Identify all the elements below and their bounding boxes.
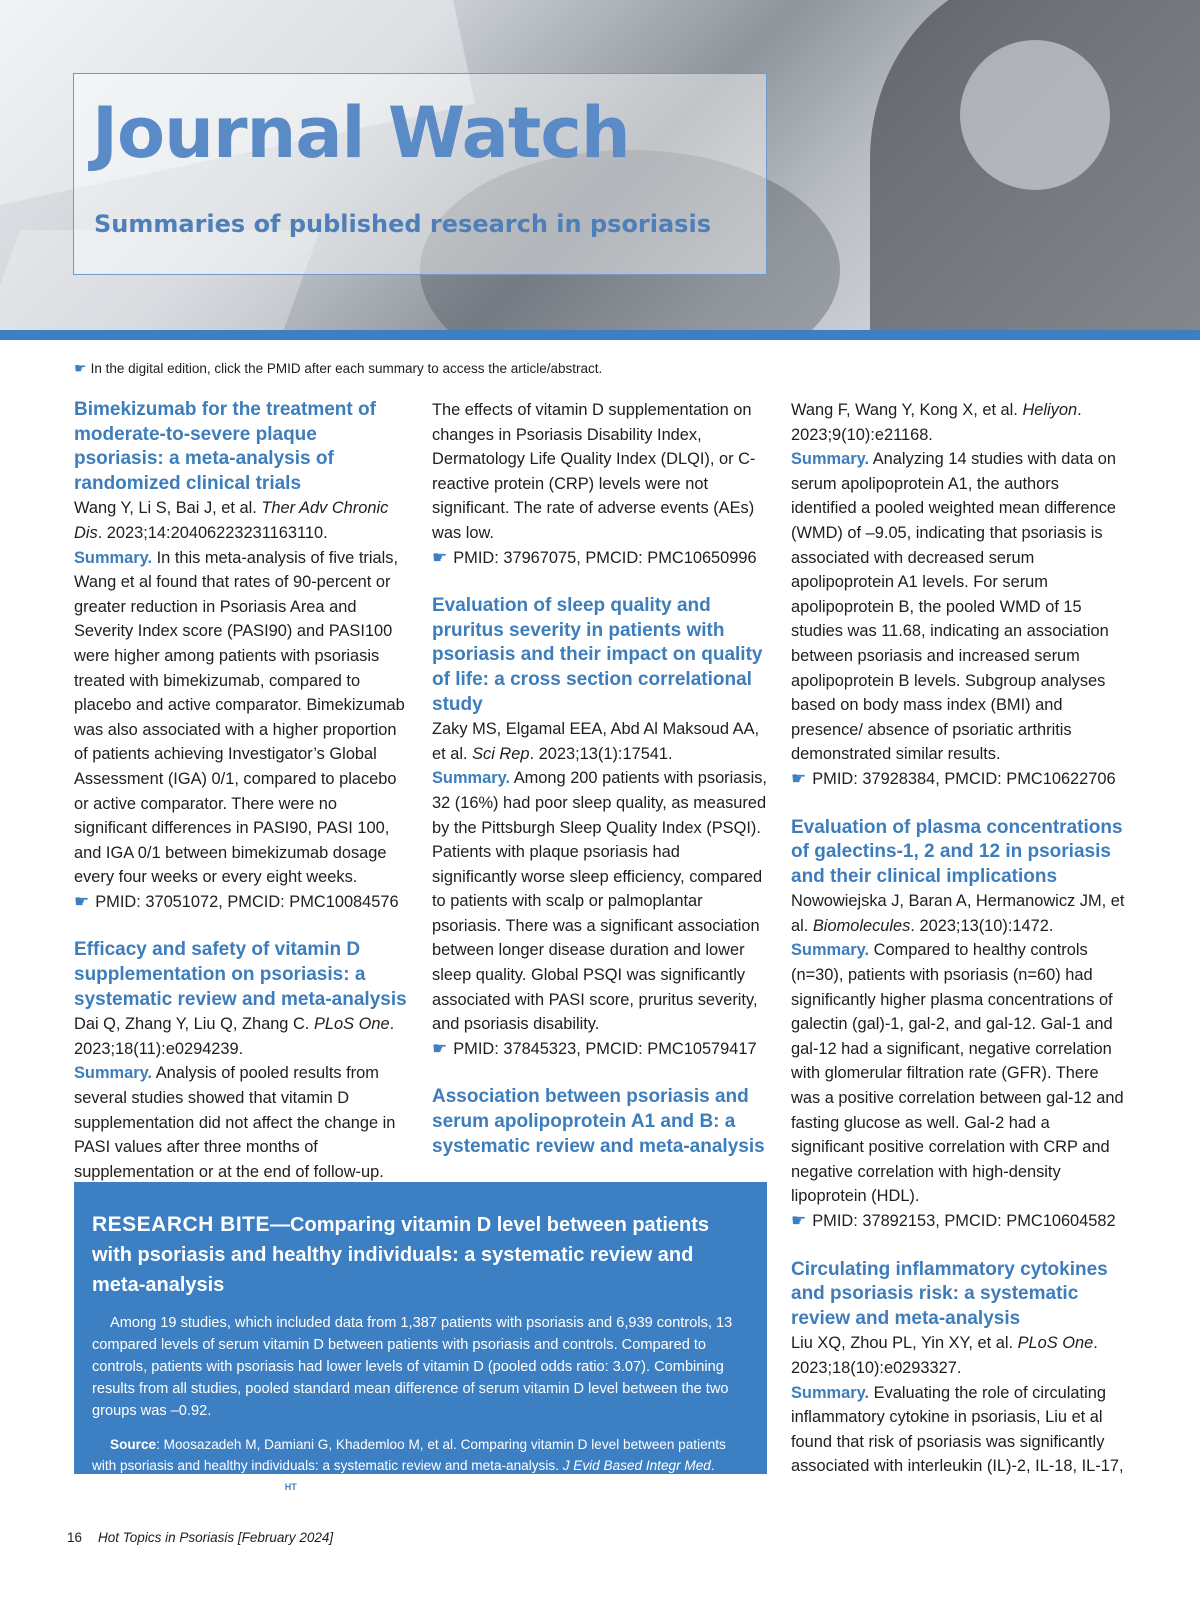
article-citation <box>74 496 410 545</box>
article-citation-detail: . 2023;18(10):e0293327. <box>791 1334 1098 1377</box>
summary-label: Summary. <box>791 941 870 960</box>
article-citation <box>74 1012 410 1061</box>
summary-label: Summary. <box>74 548 153 567</box>
article-authors: Zaky MS, Elgamal EEA, Abd Al Maksoud AA, et al. <box>432 720 760 763</box>
article-citation <box>791 1331 1127 1380</box>
research-bite-label: RESEARCH BITE <box>92 1213 271 1236</box>
summary-label: Summary. <box>791 450 870 469</box>
article-journal: PLoS One <box>1017 1334 1094 1353</box>
pmid-link[interactable] <box>432 1037 768 1062</box>
page-number: 16 <box>67 1530 83 1545</box>
note-text: In the digital edition, click the PMID after each summary to access the article/abstract. <box>90 361 603 376</box>
article-journal: Ther Adv Chronic Dis <box>74 499 389 542</box>
page-footer <box>67 1530 333 1545</box>
article-journal: PLoS One <box>313 1015 390 1034</box>
summary-text: Compared to healthy controls (n=30), patients with psoriasis (n=60) had significantly higher plasma concentrations of galectin (gal)-1, gal-2, and gal-12. Gal-1 and gal-12 had a significant, negative correlation with glomerular filtration rate (GFR). There was a positive correlation between gal-12 and fasting glucose as well. Gal-2 had a significant positive correlation with CRP and negative correlation with high-density lipoprotein (HDL). <box>791 941 1124 1206</box>
article-citation <box>432 717 768 766</box>
summary-label: Summary. <box>791 1383 870 1402</box>
research-bite-title: Comparing vitamin D level between patients with psoriasis and healthy individuals: a systematic review and meta-analysis <box>92 1214 710 1296</box>
article-title: Efficacy and safety of vitamin D supplementation on psoriasis: a systematic review and meta-analysis <box>74 939 407 1010</box>
page-title: Journal Watch <box>92 92 630 174</box>
article-summary <box>791 447 1127 767</box>
pointing-hand-icon: ☛ <box>74 891 90 911</box>
journal-issue: Hot Topics in Psoriasis [February 2024] <box>98 1530 334 1545</box>
pmid-text[interactable]: PMID: 37051072, PMCID: PMC10084576 <box>95 892 399 911</box>
article-title: Bimekizumab for the treatment of moderate-to-severe plaque psoriasis: a meta-analysis of randomized clinical trials <box>74 399 376 494</box>
header-divider <box>0 330 1200 340</box>
article-summary-continued: The effects of vitamin D supplementation on changes in Psoriasis Disability Index, Dermatology Life Quality Index (DLQI), or C-reactive protein (CRP) levels were not significant. The rate of adverse events (AEs) was low. <box>432 401 756 542</box>
pmid-text[interactable]: PMID: 37967075, PMCID: PMC10650996 <box>453 548 757 567</box>
summary-text: Evaluating the role of circulating inflammatory cytokine in psoriasis, Liu et al found that risk of psoriasis was significantly associated with interleukin (IL)-2, IL-18, IL-17, <box>791 1383 1124 1476</box>
summary-text: Among 200 patients with psoriasis, 32 (16%) had poor sleep quality, as measured by the Pittsburgh Sleep Quality Index (PSQI). Patients with plaque psoriasis had significantly worse sleep efficiency, compared to patients with scalp or palmoplantar psoriasis. There was a significant association between longer disease duration and lower sleep quality. Global PSQI was significantly associated with PASI score, pruritus severity, and psoriasis disability. <box>432 769 767 1034</box>
header-photo-figure <box>960 40 1110 190</box>
page-subtitle: Summaries of published research in psoriasis <box>94 210 711 238</box>
article-journal: Heliyon <box>1022 401 1078 419</box>
pointing-hand-icon: ☛ <box>432 1038 448 1058</box>
column-1 <box>74 398 410 1184</box>
pointing-hand-icon: ☛ <box>791 768 807 788</box>
header-banner <box>0 0 1200 340</box>
article-journal: Biomolecules <box>812 916 911 935</box>
pmid-link[interactable] <box>791 1209 1127 1234</box>
article-authors: Wang F, Wang Y, Kong X, et al. <box>791 401 1018 419</box>
digital-edition-note <box>74 360 602 377</box>
article-summary <box>432 766 768 1037</box>
research-bite-body: Among 19 studies, which included data from 1,387 patients with psoriasis and 6,939 controls, 13 compared levels of serum vitamin D between patients with psoriasis and controls. Compared to controls, patients with psoriasis had lower levels of vitamin D (pooled odds ratio: 3.07). Combining results from all studies, pooled standard mean difference of serum vitamin D level between the two groups was –0.92. <box>92 1315 733 1419</box>
article-summary <box>74 1061 410 1184</box>
article-title: Association between psoriasis and serum apolipoprotein A1 and B: a systematic review and meta-analysis <box>432 1086 765 1157</box>
research-bite-dash: — <box>270 1214 291 1236</box>
pmid-text[interactable]: PMID: 37928384, PMCID: PMC10622706 <box>812 769 1116 788</box>
summary-text: Analyzing 14 studies with data on serum apolipoprotein A1, the authors identified a pooled weighted mean difference (WMD) of –9.05, indicating that psoriasis is associated with decreased serum apolipoprotein A1 levels. For serum apolipoprotein B, the pooled WMD of 15 studies was 11.68, indicating an association between psoriasis and increased serum apolipoprotein B levels. Subgroup analyses based on body mass index (BMI) and presence/ absence of psoriatic arthritis demonstrated similar results. <box>791 450 1117 764</box>
article-citation-detail: . 2023;14:20406223231163110. <box>97 523 328 542</box>
article-title: Circulating inflammatory cytokines and psoriasis risk: a systematic review and meta-analysis <box>791 1258 1108 1329</box>
article-citation-detail: . 2023;18(11):e0294239. <box>74 1015 395 1058</box>
column-3 <box>791 398 1127 1479</box>
article-authors: Wang Y, Li S, Bai J, et al. <box>74 499 257 518</box>
article-summary <box>791 938 1127 1209</box>
article-citation <box>791 398 1127 447</box>
pmid-text[interactable]: PMID: 37892153, PMCID: PMC10604582 <box>812 1212 1116 1230</box>
ht-badge: HT <box>282 1481 300 1494</box>
article-citation <box>791 889 1127 938</box>
article-authors: Liu XQ, Zhou PL, Yin XY, et al. <box>791 1334 1014 1353</box>
article-journal: Sci Rep <box>472 744 530 763</box>
article-authors: Dai Q, Zhang Y, Liu Q, Zhang C. <box>74 1015 310 1034</box>
summary-text: Analysis of pooled results from several studies showed that vitamin D supplementation did not affect the change in PASI values after three months of supplementation or at the end of follow-up. <box>74 1064 396 1181</box>
article-citation-detail: . 2023;13(10):1472. <box>910 916 1054 935</box>
pmid-link[interactable] <box>74 890 410 915</box>
title-box <box>73 73 767 275</box>
article-citation-detail: . 2023;13(1):17541. <box>529 744 673 763</box>
research-bite-heading <box>92 1210 749 1300</box>
article-summary <box>791 1381 1127 1479</box>
pmid-text[interactable]: PMID: 37845323, PMCID: PMC10579417 <box>453 1039 757 1058</box>
summary-text: In this meta-analysis of five trials, Wang et al found that rates of 90-percent or greater reduction in Psoriasis Area and Severity Index score (PASI90) and PASI100 were higher among patients with psoriasis treated with bimekizumab, compared to placebo and active comparator. Bimekizumab was also associated with a higher proportion of patients achieving Investigator’s Global Assessment (IGA) 0/1, compared to placebo or active comparator. There were no significant differences in PASI90, PASI 100, and IGA 0/1 between bimekizumab dosage every four weeks or every eight weeks. <box>74 548 405 887</box>
article-title: Evaluation of sleep quality and pruritus severity in patients with psoriasis and their impact on quality of life: a cross section correlational study <box>432 595 763 715</box>
pmid-link[interactable] <box>791 767 1127 792</box>
article-citation-detail: . 2023;9(10):e21168. <box>791 401 1082 444</box>
column-2 <box>432 398 768 1159</box>
research-bite-box <box>74 1182 767 1494</box>
article-authors: Nowowiejska J, Baran A, Hermanowicz JM, et al. <box>791 892 1125 935</box>
summary-label: Summary. <box>74 1064 153 1083</box>
pmid-link[interactable] <box>432 546 768 571</box>
summary-label: Summary. <box>432 769 511 788</box>
pointing-hand-icon: ☛ <box>432 547 448 567</box>
article-summary <box>74 546 410 890</box>
source-label: Source <box>110 1437 157 1452</box>
source-citation: . 2023;28:2515690X231211663. <box>92 1458 715 1494</box>
pointing-hand-icon: ☛ <box>791 1211 807 1230</box>
pointing-hand-icon: ☛ <box>74 360 87 376</box>
article-title: Evaluation of plasma concentrations of galectins-1, 2 and 12 in psoriasis and their clinical implications <box>791 816 1123 887</box>
research-bite-source <box>92 1434 749 1497</box>
source-text: : Moosazadeh M, Damiani G, Khademloo M, et al. Comparing vitamin D level between patients with psoriasis and healthy individuals: a systematic review and meta-analysis. <box>92 1437 726 1473</box>
source-journal: J Evid Based Integr Med <box>562 1458 711 1473</box>
